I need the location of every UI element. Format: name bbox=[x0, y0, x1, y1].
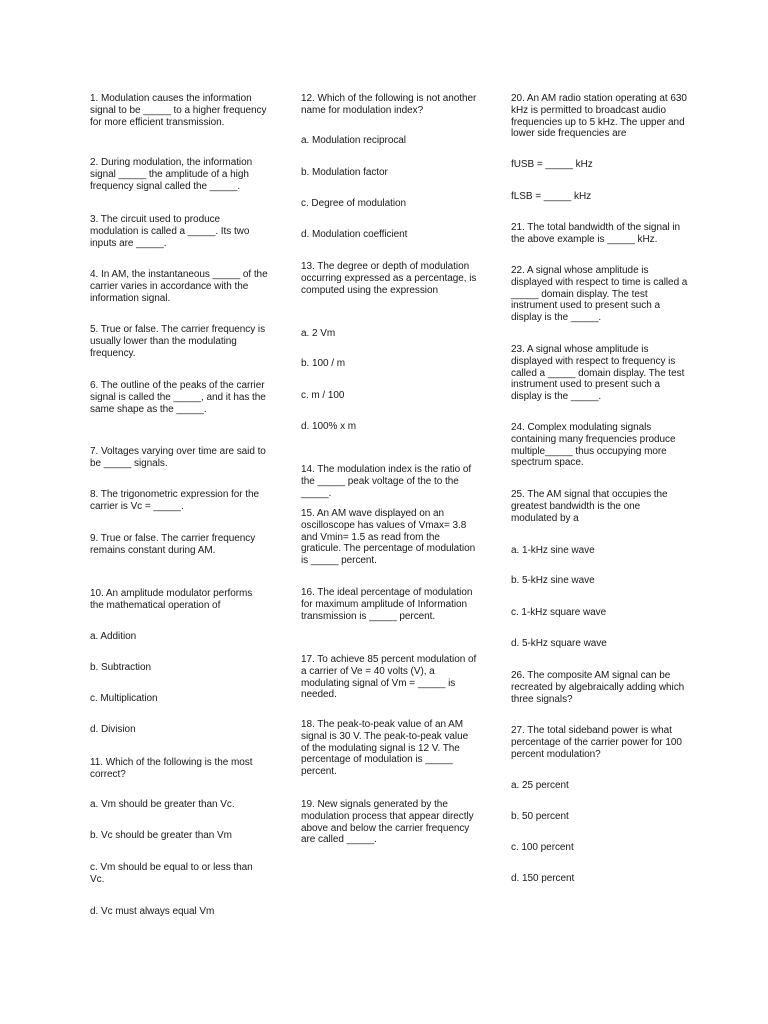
question-column-2 bbox=[301, 0, 479, 1024]
answer-option: d. 150 percent bbox=[511, 873, 575, 884]
answer-option: b. Modulation factor bbox=[301, 167, 388, 178]
answer-option: c. Multiplication bbox=[90, 693, 158, 704]
question-column-3 bbox=[511, 0, 689, 1024]
answer-option: d. Division bbox=[90, 724, 136, 735]
question-text: 2. During modulation, the information signal _____ the amplitude of a high frequency signal called the _____. bbox=[90, 157, 253, 192]
question-text: 5. True or false. The carrier frequency is usually lower than the modulating frequency. bbox=[90, 324, 266, 359]
answer-option: a. Modulation reciprocal bbox=[301, 135, 406, 146]
question-text: 1. Modulation causes the information signal to be _____ to a higher frequency for more efficient transmission. bbox=[90, 93, 267, 128]
answer-option: c. Vm should be equal to or less than Vc. bbox=[90, 862, 253, 885]
question-text: 19. New signals generated by the modulation process that appear directly above and below the carrier frequency are called _____. bbox=[301, 799, 474, 846]
question-text: 12. Which of the following is not another name for modulation index? bbox=[301, 93, 477, 116]
question-text: 26. The composite AM signal can be recreated by algebraically adding which three signals? bbox=[511, 670, 685, 705]
question-text: 10. An amplitude modulator performs the mathematical operation of bbox=[90, 588, 253, 611]
question-text: 20. An AM radio station operating at 630 kHz is permitted to broadcast audio frequencies up to 5 kHz. The upper and lower side frequencies are bbox=[511, 93, 687, 140]
question-text: 11. Which of the following is the most correct? bbox=[90, 757, 253, 780]
answer-option: b. 100 / m bbox=[301, 358, 345, 369]
question-text: 4. In AM, the instantaneous _____ of the carrier varies in accordance with the information signal. bbox=[90, 269, 268, 304]
question-text: 8. The trigonometric expression for the carrier is Vc = _____. bbox=[90, 489, 260, 512]
question-text: 23. A signal whose amplitude is displayed with respect to frequency is called a _____ domain display. The test instrument used to present such a display is the _____. bbox=[511, 344, 685, 403]
question-column-1 bbox=[90, 0, 268, 1024]
answer-option: d. 100% x m bbox=[301, 421, 357, 432]
question-text: 7. Voltages varying over time are said to be _____ signals. bbox=[90, 446, 266, 469]
question-text: 22. A signal whose amplitude is displayed with respect to time is called a _____ domain display. The test instrument used to present such a display is the _____. bbox=[511, 265, 688, 324]
answer-option: c. 100 percent bbox=[511, 842, 574, 853]
question-text: 9. True or false. The carrier frequency remains constant during AM. bbox=[90, 533, 256, 556]
question-text: 18. The peak-to-peak value of an AM signal is 30 V. The peak-to-peak value of the modulating signal is 12 V. The percentage of modulation is _____ percent. bbox=[301, 719, 469, 778]
question-text: 21. The total bandwidth of the signal in the above example is _____ kHz. bbox=[511, 222, 681, 245]
answer-option: a. 1-kHz sine wave bbox=[511, 545, 595, 556]
answer-option: c. Degree of modulation bbox=[301, 198, 407, 209]
question-text: 17. To achieve 85 percent modulation of a carrier of Ve = 40 volts (V), a modulating signal of Vm = _____ is needed. bbox=[301, 654, 477, 701]
question-text: 13. The degree or depth of modulation occurring expressed as a percentage, is computed using the expression bbox=[301, 261, 477, 296]
question-text: 15. An AM wave displayed on an oscilloscope has values of Vmax= 3.8 and Vmin= 1.5 as read from the graticule. The percentage of modulation is _____ percent. bbox=[301, 508, 476, 567]
question-text: 24. Complex modulating signals containing many frequencies produce multiple_____ thus occupying more spectrum space. bbox=[511, 422, 676, 469]
question-text: 16. The ideal percentage of modulation for maximum amplitude of Information transmission is _____ percent. bbox=[301, 587, 473, 622]
question-text: 3. The circuit used to produce modulation is called a _____. Its two inputs are _____. bbox=[90, 214, 250, 249]
answer-option: d. 5-kHz square wave bbox=[511, 638, 607, 649]
question-text: 27. The total sideband power is what percentage of the carrier power for 100 percent modulation? bbox=[511, 725, 682, 760]
answer-option: b. 50 percent bbox=[511, 811, 569, 822]
answer-option: a. Vm should be greater than Vc. bbox=[90, 799, 235, 810]
answer-option: b. Subtraction bbox=[90, 662, 152, 673]
answer-option: a. 2 Vm bbox=[301, 328, 336, 339]
answer-option: c. 1-kHz square wave bbox=[511, 607, 607, 618]
answer-option: d. Vc must always equal Vm bbox=[90, 906, 215, 917]
answer-option: c. m / 100 bbox=[301, 390, 345, 401]
answer-option: a. 25 percent bbox=[511, 780, 569, 791]
answer-option: b. 5-kHz sine wave bbox=[511, 575, 595, 586]
answer-option: a. Addition bbox=[90, 631, 137, 642]
question-text: 6. The outline of the peaks of the carrier signal is called the _____, and it has the same shape as the _____. bbox=[90, 380, 266, 415]
question-text: 14. The modulation index is the ratio of the _____ peak voltage of the to the _____. bbox=[301, 464, 472, 499]
answer-option: b. Vc should be greater than Vm bbox=[90, 830, 232, 841]
answer-option: d. Modulation coefficient bbox=[301, 229, 408, 240]
answer-blank-line: fLSB = _____ kHz bbox=[511, 191, 592, 202]
answer-blank-line: fUSB = _____ kHz bbox=[511, 159, 593, 170]
question-text: 25. The AM signal that occupies the greatest bandwidth is the one modulated by a bbox=[511, 489, 668, 524]
